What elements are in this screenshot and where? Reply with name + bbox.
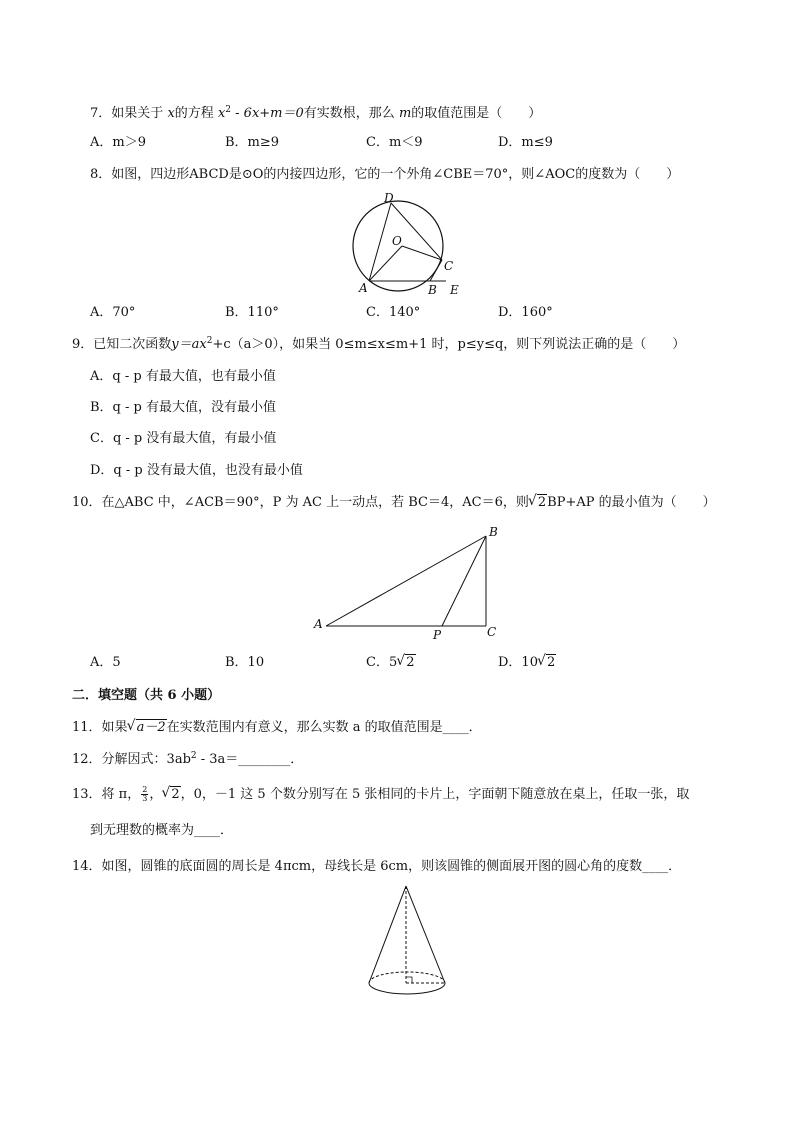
label-b: B <box>428 283 437 297</box>
option-c[interactable]: C．5√ 2 <box>366 654 416 672</box>
option-d[interactable]: D．10√ 2 <box>498 654 556 672</box>
option-a[interactable]: A．m＞9 <box>90 135 146 150</box>
question-13-continued: 到无理数的概率为____． <box>90 823 234 838</box>
label-e: E <box>450 283 459 297</box>
question-11: 11．如果√ a－2在实数范围内有意义，那么实数 a 的取值范围是____． <box>72 719 482 737</box>
question-number: 12． <box>72 752 102 767</box>
cone-right-slant <box>406 886 445 983</box>
option-a[interactable]: A．q - p 有最大值，也有最小值 <box>90 369 276 384</box>
question-number: 9． <box>72 337 94 352</box>
label-p: P <box>433 628 442 642</box>
option-d[interactable]: D．m≤9 <box>498 135 553 150</box>
option-b[interactable]: B．q - p 有最大值，没有最小值 <box>90 400 276 415</box>
right-triangle-figure <box>312 522 512 642</box>
label-o: O <box>392 234 402 248</box>
cone-left-slant <box>369 886 406 983</box>
option-a[interactable]: A．70° <box>90 305 136 320</box>
label-d: D <box>384 191 394 205</box>
label-c: C <box>487 625 497 639</box>
question-number: 10． <box>72 495 102 510</box>
sqrt-symbol: √ 2 <box>162 786 180 804</box>
cone-base-front <box>369 983 445 994</box>
sqrt-symbol: √ 2 <box>538 654 556 672</box>
question-13: 13．将 π， $\frac{2}{3}$ ，√ 2，0，－1 这 5 个数分别写在 5 张相同的卡片上，字面朝下随意放在桌上，任取一张，取 <box>72 786 689 804</box>
section-heading: 二．填空题（共 6 小题） <box>72 688 221 703</box>
option-b[interactable]: B．10 <box>225 655 265 670</box>
question-12: 12．分解因式：$3ab^2$ - 3a＝________． <box>72 751 304 767</box>
option-d[interactable]: D．q - p 没有最大值，也没有最小值 <box>90 463 303 478</box>
question-number: 7． <box>90 106 112 121</box>
segment-bp <box>442 536 486 626</box>
cone-base-back <box>369 972 445 983</box>
fraction: $\frac{2}{3}$ <box>142 785 148 803</box>
label-c: C <box>444 259 454 273</box>
sqrt-symbol: √ 2 <box>397 654 415 672</box>
question-number: 13． <box>72 787 102 802</box>
cone-figure <box>365 882 450 1007</box>
option-c[interactable]: C．140° <box>366 305 421 320</box>
question-number: 11． <box>72 720 102 735</box>
right-angle-mark <box>406 977 412 983</box>
option-c[interactable]: C．m＜9 <box>366 135 423 150</box>
circle-quadrilateral-figure <box>350 190 470 300</box>
label-a: A <box>359 281 368 295</box>
question-7: 7．如果关于 x的方程 $x^2 - 6x+m=0$有实数根，那么 m的取值范围是（ ） <box>90 105 542 121</box>
label-a: A <box>314 617 323 631</box>
option-d[interactable]: D．160° <box>498 305 553 320</box>
question-9: 9．已知二次函数$y=ax^2+c(a>0)$，如果当 0≤m≤x≤m+1 时，p≤y≤q，则下列说法正确的是（ ） <box>72 336 686 352</box>
question-14: 14．如图，圆锥的底面圆的周长是 4πcm，母线长是 6cm，则该圆锥的侧面展开图的圆心角的度数____． <box>72 859 682 874</box>
option-a[interactable]: A．5 <box>90 655 121 670</box>
sqrt-symbol: √ 2 <box>529 494 547 512</box>
question-number: 14． <box>72 859 102 874</box>
label-b: B <box>489 525 498 539</box>
question-10: 10．在△ABC 中，∠ACB＝90°，P 为 AC 上一动点，若 BC＝4，AC＝6，则√ 2BP+AP 的最小值为（ ） <box>72 494 716 512</box>
question-8: 8．如图，四边形ABCD是⊙O的内接四边形，它的一个外角∠CBE＝70°，则∠AOC的度数为（ ） <box>90 167 680 182</box>
option-b[interactable]: B．110° <box>225 305 279 320</box>
option-b[interactable]: B．m≥9 <box>225 135 280 150</box>
option-c[interactable]: C．q - p 没有最大值，有最小值 <box>90 431 277 446</box>
segment-bc <box>430 260 442 281</box>
segment-ab <box>326 536 486 626</box>
question-number: 8． <box>90 167 112 182</box>
sqrt-symbol: √ a－2 <box>128 719 167 737</box>
